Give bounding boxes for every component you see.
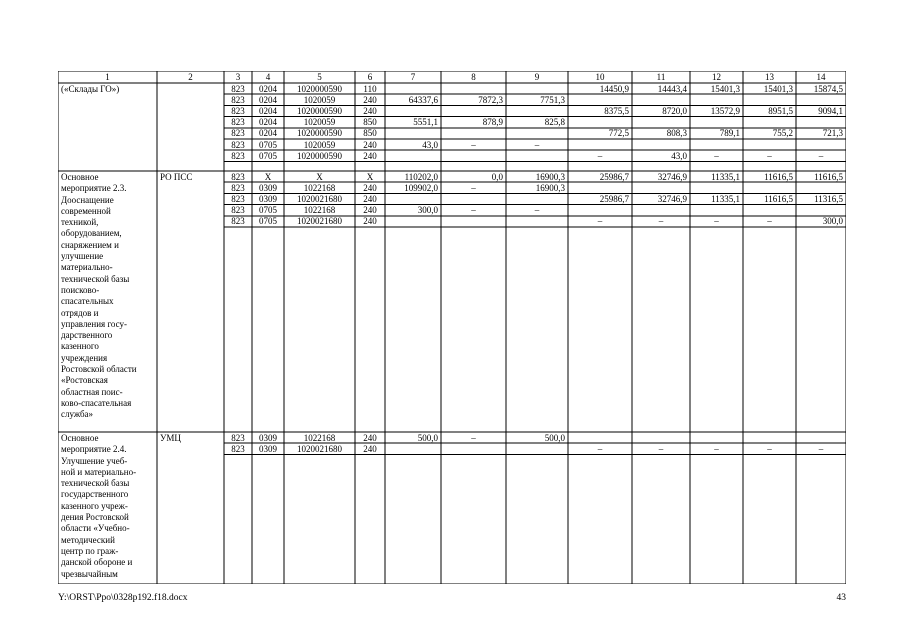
table-cell: 823: [231, 432, 245, 443]
table-cell: –: [714, 150, 719, 161]
table-cell: 8720,0: [662, 105, 687, 116]
header-cell: 12: [712, 72, 721, 82]
table-cell: 5551,1: [413, 117, 438, 128]
table-cell: 0204: [259, 94, 277, 105]
table-cell: 14450,9: [599, 83, 629, 94]
table-cell: 808,3: [666, 128, 687, 139]
table-cell: –: [597, 150, 603, 161]
table-cell: 823: [231, 139, 245, 150]
table-cell: 755,2: [772, 128, 793, 139]
table-cell: 110202,0: [404, 171, 438, 182]
table-cell: 721,3: [822, 128, 843, 139]
table-cell: 25986,7: [599, 193, 629, 204]
table-cell: 240: [363, 216, 377, 227]
table-cell: 13572,9: [710, 105, 740, 116]
table-cell: –: [714, 443, 719, 454]
table-cell: 823: [231, 205, 245, 216]
table-cell: 240: [363, 193, 377, 204]
table-cell: 15401,3: [710, 83, 740, 94]
table-cell: 850: [363, 117, 377, 128]
table-cell: 825,8: [544, 117, 565, 128]
table-cell: 1022168: [303, 432, 336, 443]
header-cell: 11: [656, 72, 666, 82]
table-cell: 850: [363, 128, 377, 139]
table-cell: 8375,5: [604, 105, 629, 116]
table-cell: –: [534, 139, 540, 150]
header-cell: 7: [410, 72, 416, 82]
table-cell: –: [597, 216, 603, 227]
table-cell: 1020059: [303, 117, 336, 128]
table-cell: 64337,6: [408, 94, 438, 105]
table-cell: 110: [363, 83, 377, 94]
header-cell: 10: [595, 72, 605, 82]
table-cell: 772,5: [608, 128, 629, 139]
table-cell: 11335,1: [711, 171, 740, 182]
table-cell: –: [658, 443, 664, 454]
table-cell: 823: [231, 83, 245, 94]
table-cell: –: [767, 150, 772, 161]
table-cell: 823: [231, 216, 245, 227]
table-cell: 32746,9: [657, 171, 687, 182]
table-cell: 1022168: [303, 205, 336, 216]
header-cell: 6: [367, 72, 373, 82]
table-cell: 240: [363, 94, 377, 105]
table-cell: 823: [231, 117, 245, 128]
table-cell: 11616,5: [814, 171, 843, 182]
table-cell: 0705: [259, 205, 277, 216]
table-cell: 43,0: [422, 139, 438, 150]
table-cell: 1020000590: [297, 83, 342, 94]
header-cell: 5: [317, 72, 322, 82]
table-cell: 32746,9: [657, 193, 687, 204]
table-cell: 1020059: [303, 139, 336, 150]
table-cell: 14443,4: [657, 83, 687, 94]
table-cell: 1020000590: [297, 128, 342, 139]
table-cell: 240: [363, 182, 377, 193]
executor-cell: УМЦ: [160, 433, 181, 443]
table-cell: 15401,3: [763, 83, 793, 94]
table-cell: –: [471, 205, 476, 216]
table-cell: 300,0: [417, 205, 438, 216]
table-cell: –: [534, 205, 540, 216]
table-cell: 300,0: [822, 216, 843, 227]
table-cell: 823: [231, 150, 245, 161]
table-cell: 25986,7: [599, 171, 629, 182]
table-cell: 0705: [259, 150, 277, 161]
table-cell: 0,0: [491, 171, 503, 182]
table-cell: 1020021680: [297, 193, 342, 204]
table-cell: 9094,1: [818, 105, 843, 116]
table-cell: 1020021680: [297, 443, 342, 454]
table-cell: 11616,5: [764, 193, 793, 204]
table-cell: 823: [231, 443, 245, 454]
table-cell: 789,1: [719, 128, 740, 139]
table-cell: 8951,5: [768, 105, 793, 116]
table-cell: –: [767, 443, 772, 454]
table-cell: 878,9: [482, 117, 503, 128]
table-cell: 15874,5: [813, 83, 843, 94]
table-cell: 16900,3: [535, 182, 565, 193]
table-cell: 0309: [259, 182, 277, 193]
table-cell: 7751,3: [540, 94, 565, 105]
measure-description: («Склады ГО»): [61, 84, 120, 94]
table-cell: –: [767, 216, 772, 227]
header-cell: 14: [816, 72, 826, 82]
table-cell: –: [658, 216, 664, 227]
measure-description: Основное мероприятие 2.3. Дооснащение современной техникой, оборудованием, снаряжением и улучшение материально- технической базы поисково- спасательных отрядов и управления госу- дарственного казенного учреждения Ростовской области «Ростовская областная поис- ково-спасательная служба»: [61, 172, 137, 420]
table-cell: 823: [231, 94, 245, 105]
table-cell: 43,0: [671, 150, 687, 161]
table-cell: 1020000590: [297, 105, 342, 116]
table-cell: 823: [231, 171, 245, 182]
table-cell: 823: [231, 105, 245, 116]
table-cell: 11335,1: [711, 193, 740, 204]
table-cell: 500,0: [417, 432, 438, 443]
table-cell: 500,0: [544, 432, 565, 443]
table-cell: 0705: [259, 216, 277, 227]
table-cell: 240: [363, 443, 377, 454]
table-cell: –: [471, 139, 476, 150]
table-cell: 0204: [259, 105, 277, 116]
footer-file-path: Y:\ORST\Ppo\0328p192.f18.docx: [58, 593, 188, 603]
table-cell: Х: [316, 171, 323, 182]
table-cell: –: [714, 216, 719, 227]
budget-table: [58, 71, 846, 584]
header-cell: 8: [471, 72, 476, 82]
table-cell: 1020059: [303, 94, 336, 105]
table-cell: 11616,5: [764, 171, 793, 182]
table-cell: 0309: [259, 443, 277, 454]
table-cell: 1020000590: [297, 150, 342, 161]
footer-page-number: 43: [836, 593, 846, 603]
table-cell: 16900,3: [535, 171, 565, 182]
header-cell: 1: [105, 72, 110, 82]
header-cell: 13: [765, 72, 774, 82]
table-cell: Х: [366, 171, 374, 182]
table-cell: 240: [363, 150, 377, 161]
table-cell: Х: [264, 171, 272, 182]
table-cell: –: [597, 443, 603, 454]
table-cell: 823: [231, 193, 245, 204]
table-cell: –: [471, 182, 476, 193]
header-cell: 2: [188, 72, 193, 82]
table-cell: 109902,0: [404, 182, 438, 193]
header-cell: 4: [265, 72, 271, 82]
table-cell: 7872,3: [478, 94, 503, 105]
table-cell: 0309: [259, 193, 277, 204]
table-cell: 240: [363, 205, 377, 216]
table-cell: 0204: [259, 83, 277, 94]
table-cell: 0705: [259, 139, 277, 150]
table-cell: –: [471, 432, 476, 443]
header-cell: 9: [534, 72, 540, 82]
table-cell: –: [818, 443, 824, 454]
table-cell: –: [818, 150, 824, 161]
executor-cell: РО ПСС: [160, 172, 193, 182]
table-cell: 0204: [259, 128, 277, 139]
measure-description: Основное мероприятие 2.4. Улучшение учеб- ной и материально- технической базы государственного казенного учреж- дения Ростовской области «Учебно- методический центр по граж- данской обороне и чрезвычайным: [61, 433, 137, 579]
table-cell: 1020021680: [297, 216, 342, 227]
table-cell: 240: [363, 139, 377, 150]
table-cell: 0204: [259, 117, 277, 128]
header-cell: 3: [235, 72, 241, 82]
table-cell: 823: [231, 182, 245, 193]
table-cell: 0309: [259, 432, 277, 443]
table-cell: 823: [231, 128, 245, 139]
table-cell: 240: [363, 432, 377, 443]
table-cell: 11316,5: [814, 193, 843, 204]
table-cell: 240: [363, 105, 377, 116]
table-cell: 1022168: [303, 182, 336, 193]
